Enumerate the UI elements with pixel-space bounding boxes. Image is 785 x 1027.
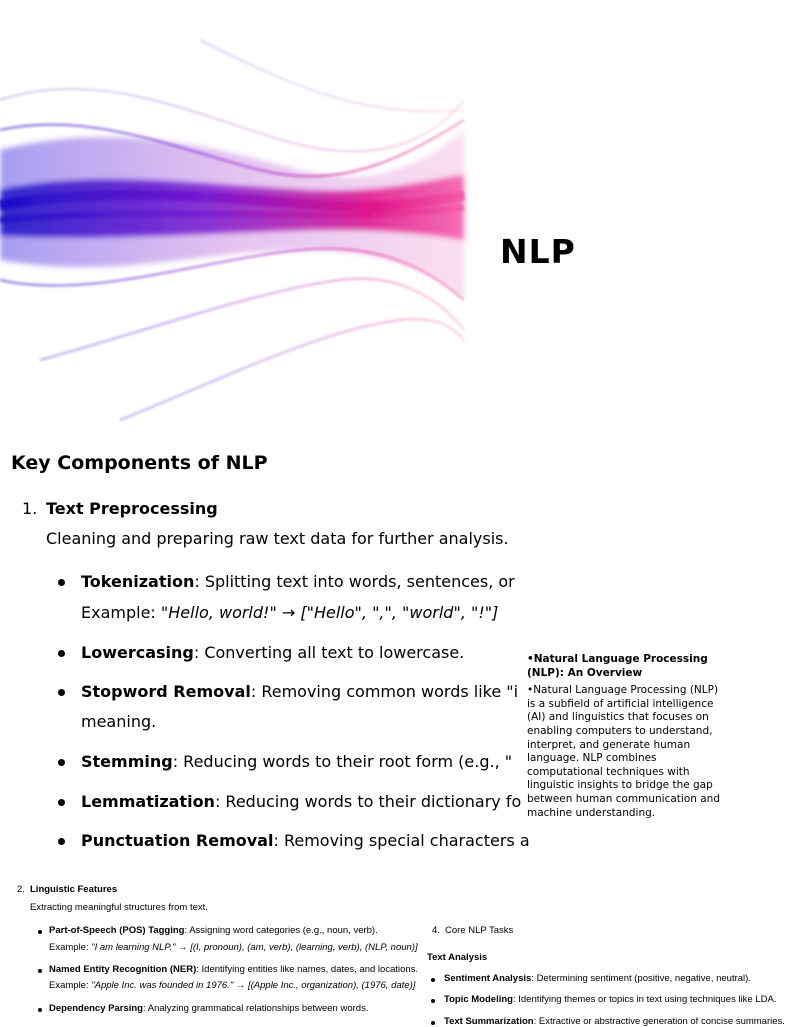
core-tasks-title: Core NLP Tasks [445,925,514,936]
list-item-lemmatization: Lemmatization: Reducing words to their dictionary fo [81,792,522,811]
tokenization-example: Example: "Hello, world!" → ["Hello", ",", "world", "!"] [81,603,499,622]
section-number: 4. [432,925,440,936]
text-analysis-subheading: Text Analysis [427,952,488,963]
key-components-heading: Key Components of NLP [11,452,268,474]
section-description: Cleaning and preparing raw text data for further analysis. [46,529,509,548]
list-item-topic-modeling: Topic Modeling: Identifying themes or topics in text using techniques like LDA. [444,994,777,1005]
slide-title: NLP [500,232,576,271]
bullet-icon [431,999,435,1003]
bullet-icon [58,838,65,845]
bullet-icon [38,930,42,934]
overview-heading: •Natural Language Processing (NLP): An Overview [527,653,708,679]
list-item-stemming: Stemming: Reducing words to their root form (e.g., " [81,752,513,771]
bullet-icon [58,799,65,806]
section-number: 1. [22,499,38,518]
nlp-overview-textbox [527,653,727,820]
overview-body: •Natural Language Processing (NLP) is a subfield of artificial intelligence (AI) and linguistics that focuses on enabling computers to understand, interpret, and generate human language. NLP combines computational techniques with linguistic insights to bridge the gap between human communication and machine understanding. [527,684,720,819]
list-item-lowercasing: Lowercasing: Converting all text to lowercase. [81,643,465,662]
bullet-icon [58,650,65,657]
list-item-pos-tagging: Part-of-Speech (POS) Tagging: Assigning word categories (e.g., noun, verb). [49,925,378,936]
section-number: 2. [17,884,25,895]
list-item-dependency-parsing: Dependency Parsing: Analyzing grammatical relationships between words. [49,1003,369,1014]
text-preprocessing-section [0,490,530,860]
list-item-tokenization: Tokenization: Splitting text into words, sentences, or [81,572,515,591]
hero-abstract-waves-image [0,0,464,432]
list-item-stopword-removal: Stopword Removal: Removing common words like "i [81,682,519,701]
core-nlp-tasks-section [420,915,785,1027]
bullet-icon [38,969,42,973]
pos-example: Example: "I am learning NLP." → [(I, pronoun), (am, verb), (learning, verb), (NLP, noun)] [49,942,418,953]
list-item-sentiment-analysis: Sentiment Analysis: Determining sentiment (positive, negative, neutral). [444,973,751,984]
ner-example: Example: "Apple Inc. was founded in 1976." → [(Apple Inc., organization), (1976, date)] [49,980,416,991]
bullet-icon [58,759,65,766]
section-title: Text Preprocessing [46,499,218,518]
list-item-text-summarization: Text Summarization: Extractive or abstractive generation of concise summaries. [444,1016,785,1027]
bullet-icon [38,1008,42,1012]
list-item-punctuation-removal: Punctuation Removal: Removing special characters a [81,831,530,850]
bullet-icon [431,978,435,982]
linguistic-features-description: Extracting meaningful structures from text. [30,902,208,913]
bullet-icon [58,689,65,696]
bullet-icon [58,579,65,586]
stopword-continuation: meaning. [81,712,157,731]
list-item-ner: Named Entity Recognition (NER): Identifying entities like names, dates, and locations. [49,964,419,975]
bullet-icon [431,1021,435,1025]
linguistic-features-title: Linguistic Features [30,884,118,895]
